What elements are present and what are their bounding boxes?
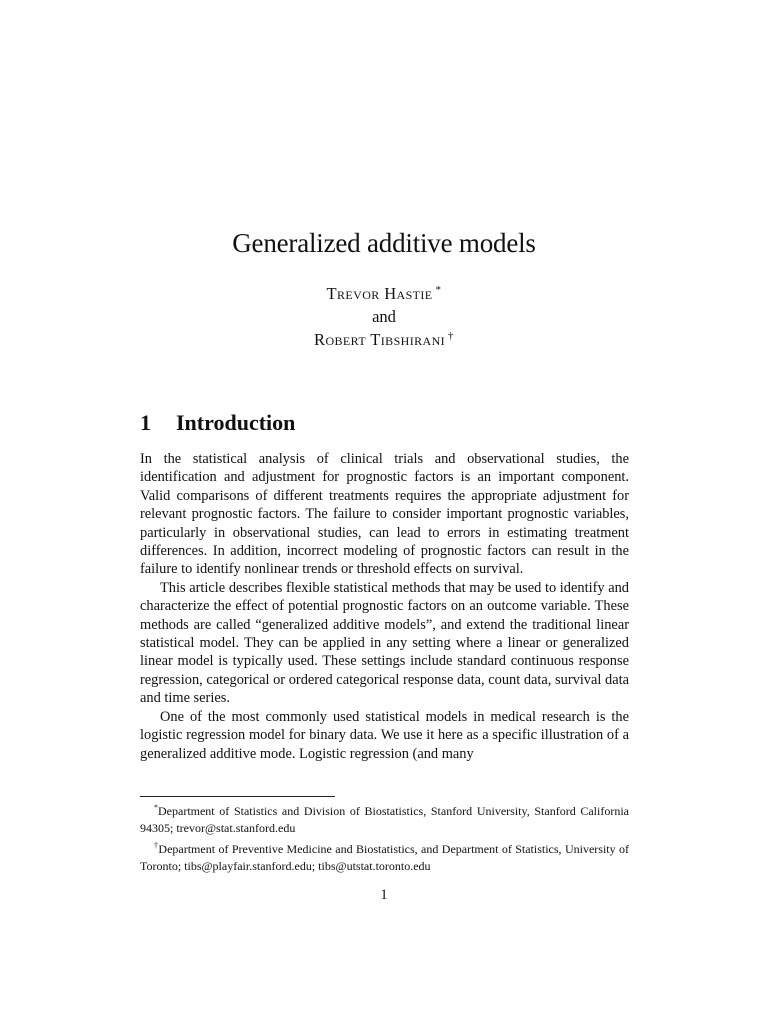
author-footnote-mark: * (435, 284, 442, 296)
footnote-rule (140, 796, 335, 797)
paragraph: This article describes flexible statistical methods that may be used to identify and characterize the effect of potential prognostic factors on an outcome variable. These methods are called “generalized additive models”, and extend the traditional linear statistical model. They can be applied in any setting where a linear or generalized linear model is typically used. These settings include standard continuous response regression, categorical or ordered categorical response data, count data, survival data and time series. (140, 579, 629, 707)
section-number: 1 (140, 410, 151, 435)
author-footnote-mark: † (448, 330, 454, 342)
footnote-text: Department of Preventive Medicine and Biostatistics, and Department of Statistics, University of Toronto; tibs@playfair.stanford.edu; tibs@utstat.toronto.edu (140, 842, 629, 873)
section-heading (140, 410, 295, 436)
author-hastie (0, 284, 768, 304)
footnote-mark: † (154, 841, 159, 850)
paragraph: One of the most commonly used statistical models in medical research is the logistic regression model for binary data. We use it here as a specific illustration of a generalized additive mode. Logistic regression (and many (140, 708, 629, 762)
paragraph: In the statistical analysis of clinical trials and observational studies, the identification and adjustment for prognostic factors is an important component. Valid comparisons of different treatments requires the appropriate adjustment for relevant prognostic factors. The failure to consider important prognostic variables, particularly in observational studies, can lead to errors in estimating treatment differences. In addition, incorrect modeling of prognostic factors can result in the failure to identify nonlinear trends or threshold effects on survival. (140, 451, 629, 578)
author-tibshirani (0, 330, 768, 350)
footnote-text: Department of Statistics and Division of Biostatistics, Stanford University, Stanford California 94305; trevor@stat.stanford.edu (140, 804, 629, 835)
footnote-mark: * (154, 803, 158, 812)
footnote (140, 799, 629, 837)
section-title: Introduction (176, 410, 296, 435)
body-text (140, 450, 629, 763)
paper-title: Generalized additive models (232, 228, 536, 258)
footnotes (140, 799, 629, 875)
author-conjunction: and (372, 307, 396, 326)
author-name: Trevor Hastie (326, 284, 433, 303)
page-number: 1 (380, 887, 388, 903)
footnote (140, 837, 629, 875)
author-name: Robert Tibshirani (314, 330, 446, 349)
